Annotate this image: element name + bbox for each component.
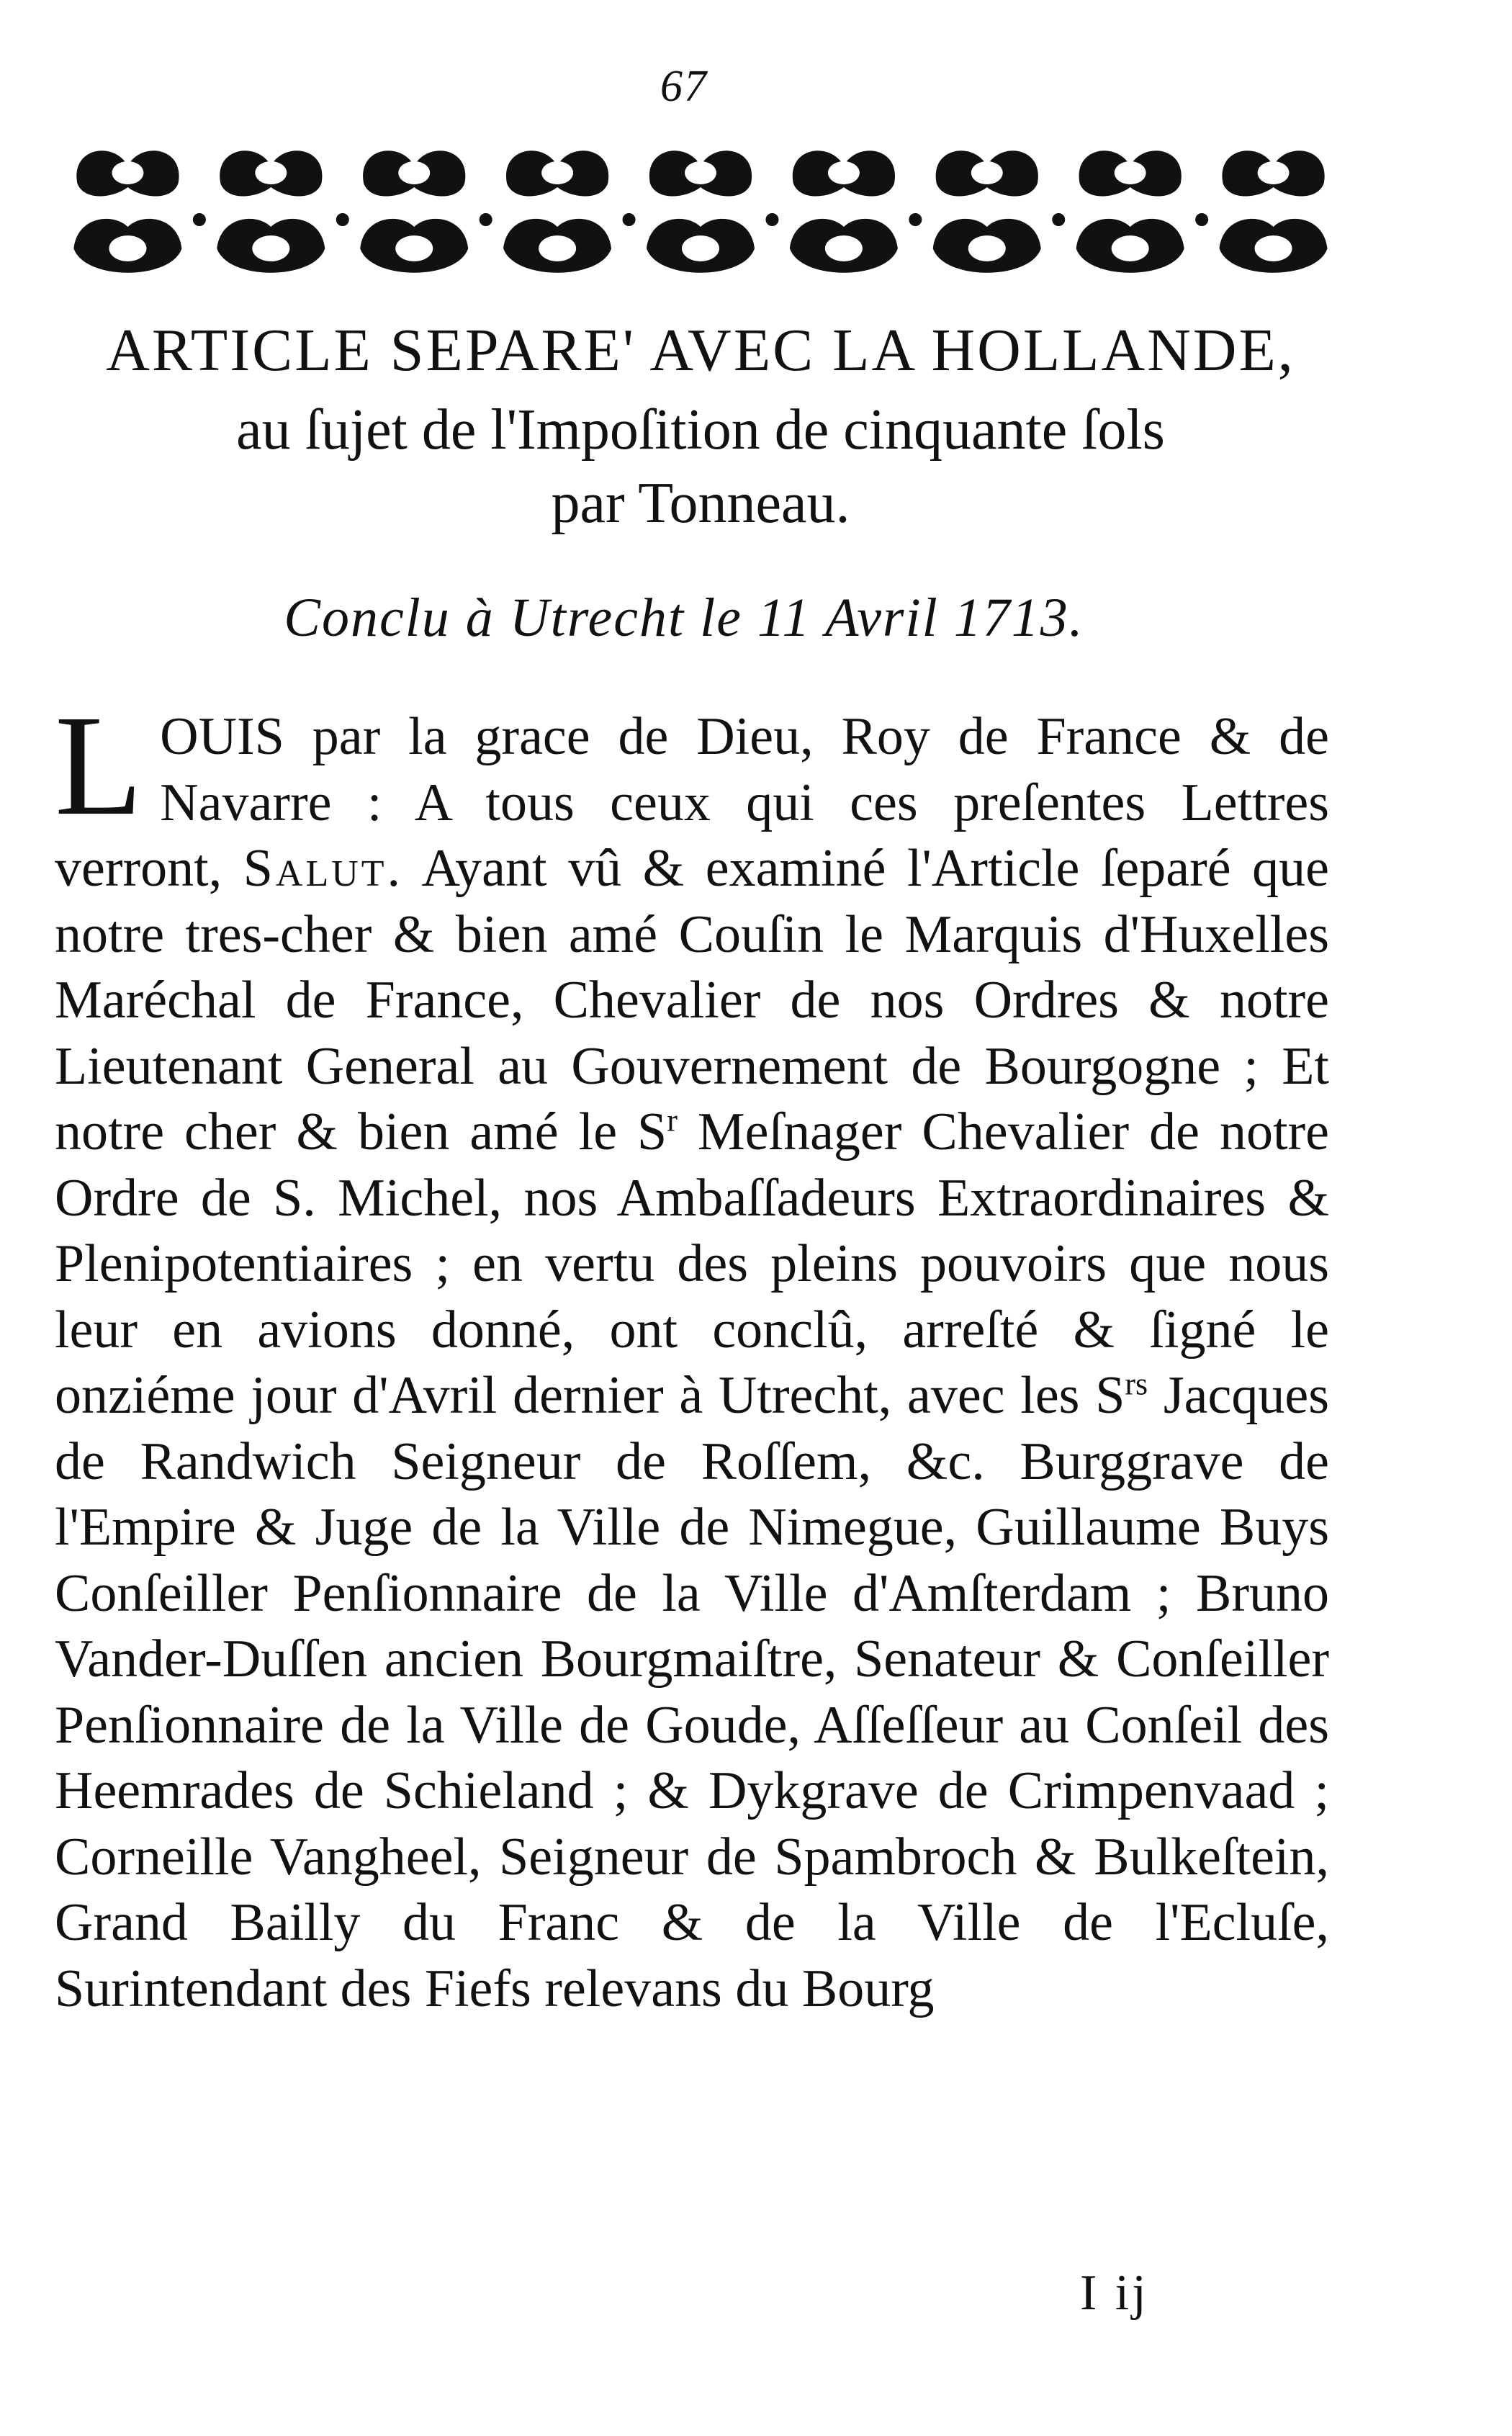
decorative-ornament-band bbox=[56, 133, 1345, 292]
ornament-motif bbox=[73, 150, 205, 272]
body-paragraph-part-a: Ayant vû & examiné l'Article ſeparé que notre tres-cher & bien amé Couſin le Marquis d'Huxelles Maréchal de France, Chevalier de nos Ordres & notre Lieutenant General au Gouvernement de Bourgogne ; Et notre cher & bien amé le S bbox=[55, 839, 1329, 1161]
body-text bbox=[55, 686, 1329, 2022]
ornament-motif bbox=[503, 150, 635, 272]
title-line-1: ARTICLE SEPARE' AVEC LA HOLLANDE, bbox=[106, 317, 1295, 384]
ornament-motif bbox=[933, 150, 1065, 272]
superscript-r: r bbox=[667, 1102, 678, 1138]
ornament-motif bbox=[360, 150, 492, 272]
ornament-motif bbox=[790, 150, 922, 272]
drop-cap: L bbox=[55, 686, 143, 845]
superscript-rs: rs bbox=[1125, 1366, 1148, 1402]
article-title bbox=[56, 317, 1345, 535]
title-line-2: au ſujet de l'Impoſition de cinquante ſols bbox=[236, 398, 1165, 462]
title-line-3: par Tonneau. bbox=[551, 472, 850, 535]
body-paragraph-part-b: Meſnager Chevalier de notre Ordre de S. Michel, nos Ambaſſadeurs Extraordinaires & Plenipotentiaires ; en vertu des pleins pouvoirs que nous leur en avions donné, ont conclû, arreſté & ſigné le onziéme jour d'Avril dernier à Utrecht, avec les S bbox=[55, 1102, 1329, 1425]
signature-mark: I ij bbox=[1080, 2265, 1149, 2321]
page-number: 67 bbox=[660, 62, 708, 111]
ornament-motif bbox=[1220, 150, 1328, 272]
salut-word: Salut. bbox=[243, 839, 404, 898]
ornament-motif bbox=[647, 150, 778, 272]
ornament-motif bbox=[1076, 150, 1208, 272]
ornament-motif bbox=[217, 150, 348, 272]
body-opening: OUIS par la grace de Dieu, Roy de France & de Navarre : A tous ceux qui ces preſentes Lettres verront, bbox=[55, 707, 1329, 898]
body-paragraph-part-c: Jacques de Randwich Seigneur de Roſſem, &c. Burggrave de l'Empire & Juge de la Ville de Nimegue, Guillaume Buys Conſeiller Penſionnaire de la Ville d'Amſterdam ; Bruno Vander-Duſſen ancien Bourgmaiſtre, Senateur & Conſeiller Penſionnaire de la Ville de Goude, Aſſeſſeur au Conſeil des Heemrades de Schieland ; & Dykgrave de Crimpenvaad ; Corneille Vangheel, Seigneur de Spambroch & Bulkeſtein, Grand Bailly du Franc & de la Ville de l'Ecluſe, Surintendant des Fiefs relevans du Bourg bbox=[55, 1366, 1329, 2018]
dateline: Conclu à Utrecht le 11 Avril 1713. bbox=[284, 588, 1084, 648]
